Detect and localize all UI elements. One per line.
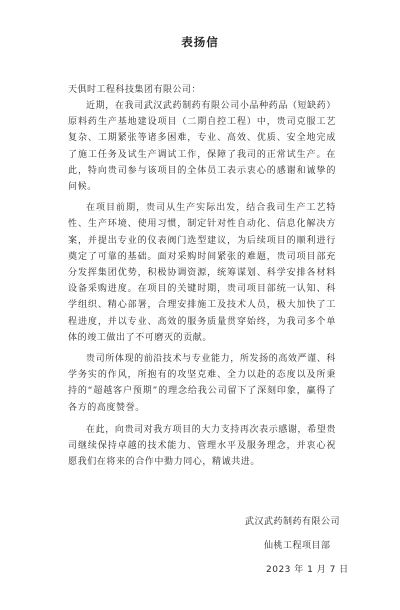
- letter-salutation: 天俱时工程科技集团有限公司：: [68, 85, 202, 95]
- letter-body: [68, 98, 336, 475]
- body-paragraph: 近期，在我司武汉武药制药有限公司小品种药品（短缺药）原料药生产基地建设项目（二期自控工程）中，贵司克服工艺复杂、工期紧张等诸多困难，专业、高效、优质、安全地完成了施工任务及试生产调试工作，保障了我司的正常试生产。在此，特向贵司参与该项目的全体员工表示衷心的感谢和诚挚的问候。: [68, 101, 336, 193]
- body-paragraph: 在项目前期，贵司从生产实际出发，结合我司生产工艺特性、生产环境、使用习惯，制定针对性自动化、信息化解决方案，并提出专业的仪表阀门选型建议，为后续项目的顺利进行奠定了可靠的基础。面对采购时间紧张的难题，贵司项目部充分发挥集团优势，积极协调资源，统筹谋划、科学安排各材料设备采购进度。在项目的关键时期，贵司项目部统一认知、科学组织、精心部署，合理安排施工及技术人员，极大加快了工程进度，并以专业、高效的服务质量贯穿始终，为我司多个单体的竣工做出了不可磨灭的贡献。: [68, 203, 336, 343]
- signature-department: 仙桃工程项目部: [264, 541, 331, 551]
- body-paragraph: 在此，向贵司对我方项目的大力支持再次表示感谢，希望贵司继续保持卓越的技术能力、管理水平及服务理念，并衷心祝愿我们在将来的合作中勠力同心，精诚共进。: [68, 424, 336, 468]
- body-paragraph: 贵司所体现的前沿技术与专业能力，所发扬的高效严谨、科学务实的作风，所抱有的攻坚克难、全力以赴的态度以及所秉持的“超越客户预期”的理念给我公司留下了深刻印象，赢得了各方的高度赞誉。: [68, 354, 336, 413]
- signature-date: 2023 年 1 月 7 日: [266, 565, 349, 575]
- signature-company: 武汉武药制药有限公司: [244, 517, 340, 527]
- letter-title: 表扬信: [181, 35, 219, 49]
